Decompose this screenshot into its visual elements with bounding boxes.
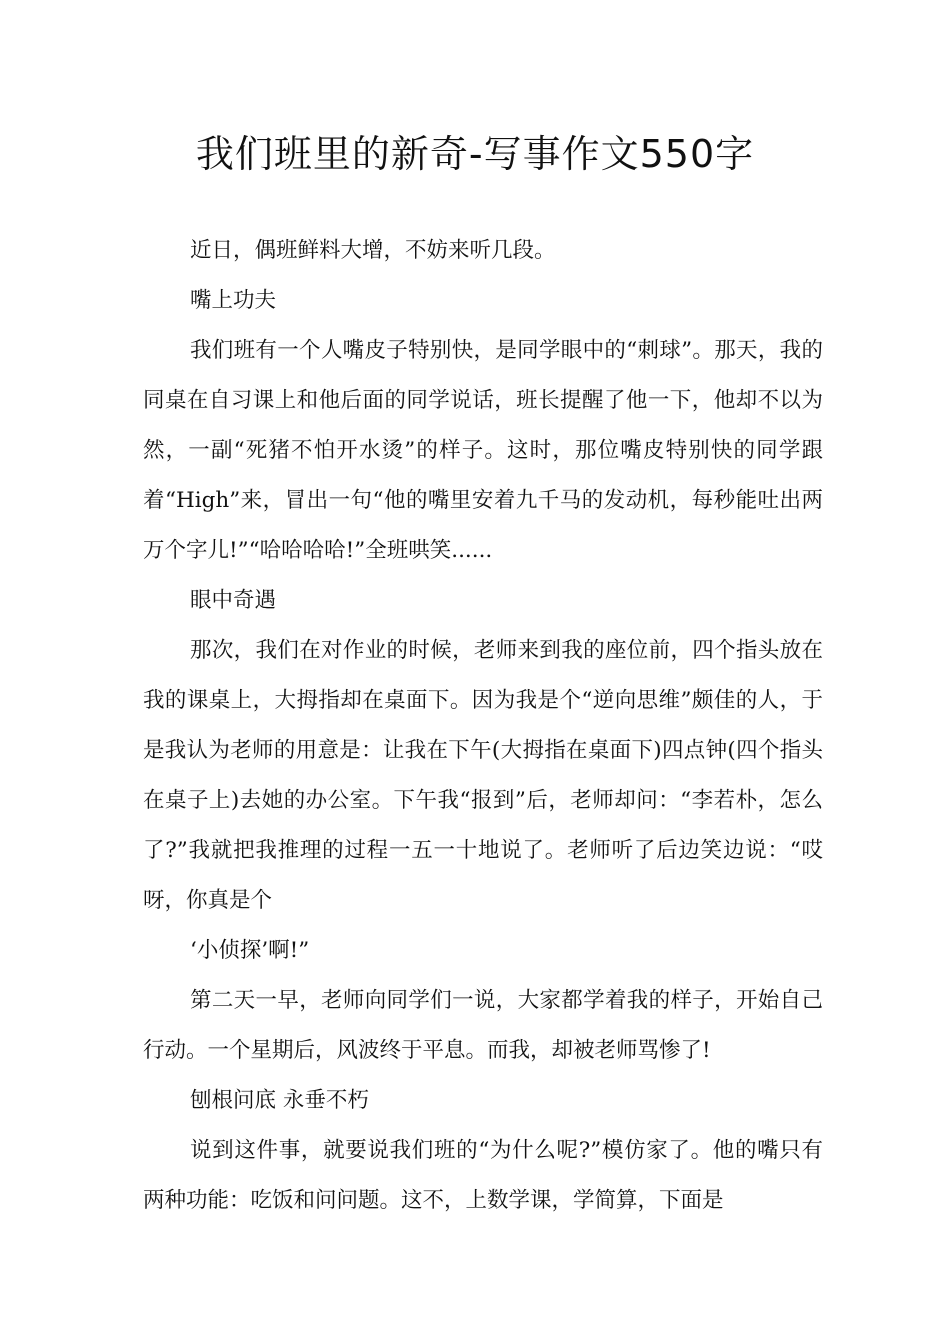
paragraph-next-day: 第二天一早，老师向同学们一说，大家都学着我的样子，开始自己行动。一个星期后，风波终于平息。而我，却被老师骂惨了!: [143, 988, 823, 1063]
paragraph-mouth-skill: 我们班有一个人嘴皮子特别快，是同学眼中的“刺球”。那天，我的同桌在自习课上和他后面的同学说话，班长提醒了他一下，他却不以为然，一副“死猪不怕开水烫”的样子。这时，那位嘴皮特别快的同学跟着“High”来，冒出一句“他的嘴里安着九千马的发动机，每秒能吐出两万个字儿!”“哈哈哈哈!”全班哄笑......: [143, 338, 823, 563]
paragraph-intro: 近日，偶班鲜料大增，不妨来听几段。: [190, 238, 556, 263]
paragraph-inquiry: 说到这件事，就要说我们班的“为什么呢?”模仿家了。他的嘴只有两种功能：吃饭和问问题。这不，上数学课，学简算，下面是: [143, 1138, 823, 1213]
paragraph-little-detective: ‘小侦探’啊!”: [190, 938, 310, 963]
section-heading-eye-encounter: 眼中奇遇: [190, 588, 277, 613]
document-title: 我们班里的新奇-写事作文550字: [195, 132, 755, 176]
section-heading-inquiry: 刨根问底 永垂不朽: [190, 1088, 369, 1113]
section-heading-mouth-skill: 嘴上功夫: [190, 288, 277, 313]
document-body: [143, 226, 823, 1226]
paragraph-eye-encounter: 那次，我们在对作业的时候，老师来到我的座位前，四个指头放在我的课桌上，大拇指却在桌面下。因为我是个“逆向思维”颇佳的人，于是我认为老师的用意是：让我在下午(大拇指在桌面下)四点钟(四个指头在桌子上)去她的办公室。下午我“报到”后，老师却问：“李若朴，怎么了?”我就把我推理的过程一五一十地说了。老师听了后边笑边说：“哎呀，你真是个: [143, 638, 823, 913]
